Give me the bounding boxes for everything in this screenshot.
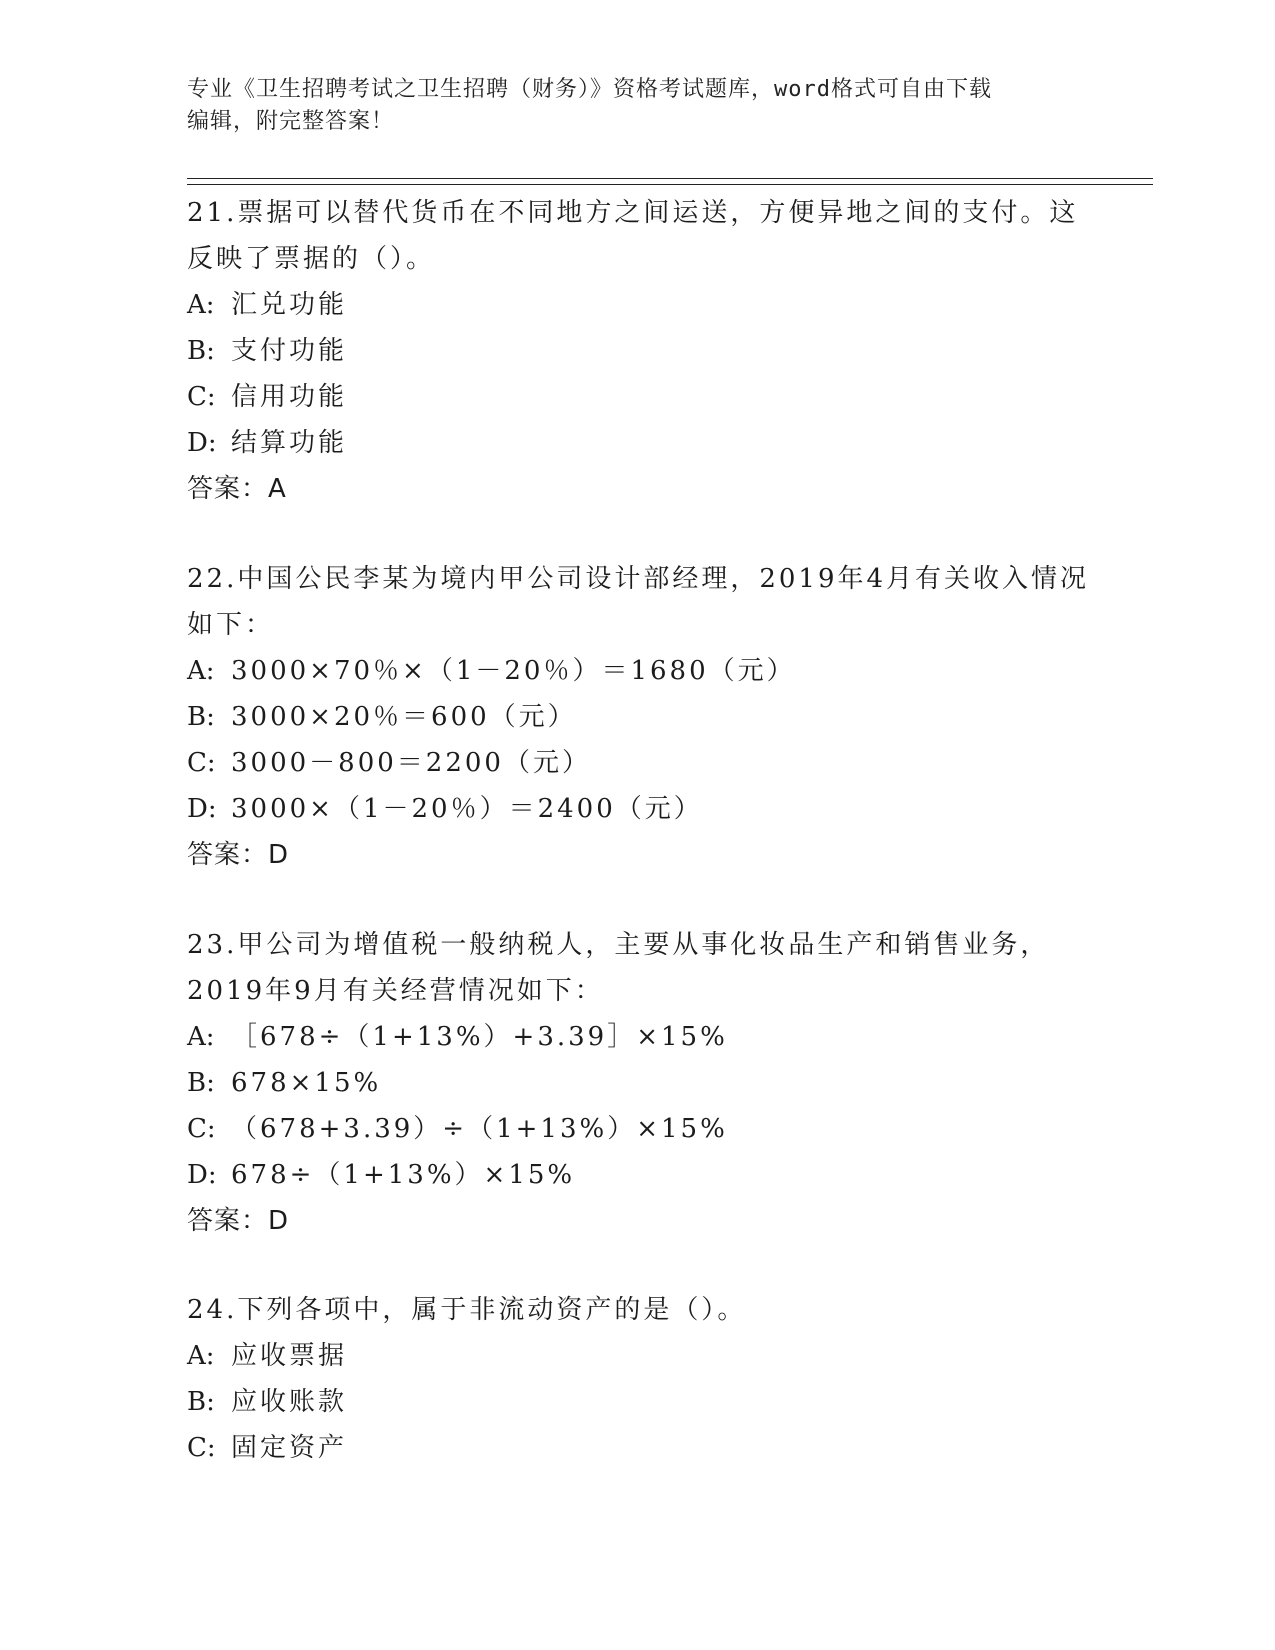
option-key: B:: [187, 1387, 215, 1417]
question-22: [187, 556, 1090, 878]
question-stem-line: 21.票据可以替代货币在不同地方之间运送，方便异地之间的支付。这: [187, 198, 1079, 228]
option-d: [187, 786, 1087, 832]
option-key: C:: [187, 748, 216, 778]
option-text: 3000－800＝2200（元）: [231, 748, 591, 778]
option-key: C:: [187, 1433, 216, 1463]
option-key: D:: [187, 794, 217, 824]
question-stem-line: 23.甲公司为增值税一般纳税人，主要从事化妆品生产和销售业务，: [187, 930, 1050, 960]
option-key: B:: [187, 336, 215, 366]
question-23: [187, 922, 1087, 1244]
question-24: [187, 1287, 1087, 1471]
option-b: [187, 1379, 1087, 1425]
option-text: 3000×70％×（1－20％）＝1680（元）: [231, 656, 796, 686]
header-line-2: 编辑，附完整答案！: [187, 109, 395, 134]
header-divider-top: [187, 178, 1153, 179]
option-text: 汇兑功能: [231, 290, 348, 320]
option-text: 应收账款: [231, 1387, 348, 1417]
option-key: D:: [187, 1160, 217, 1190]
option-d: [187, 1152, 1087, 1198]
header-divider-bottom: [187, 184, 1153, 185]
option-c: [187, 1106, 1087, 1152]
option-key: C:: [187, 382, 216, 412]
question-stem-line: 如下：: [187, 610, 275, 640]
option-text: （678+3.39）÷（1+13%）×15%: [231, 1114, 728, 1144]
option-text: 信用功能: [231, 382, 348, 412]
option-a: [187, 1014, 1087, 1060]
option-key: D:: [187, 428, 217, 458]
question-stem-line: 22.中国公民李某为境内甲公司设计部经理，2019年4月有关收入情况: [187, 564, 1090, 594]
answer-line: 答案：D: [187, 840, 290, 870]
option-c: [187, 740, 1087, 786]
option-key: A:: [187, 1022, 215, 1052]
option-key: C:: [187, 1114, 216, 1144]
option-c: [187, 1425, 1087, 1471]
option-text: 应收票据: [231, 1341, 348, 1371]
option-text: 结算功能: [231, 428, 348, 458]
option-a: [187, 648, 1087, 694]
question-stem-line: 反映了票据的（）。: [187, 244, 436, 274]
option-text: 678÷（1+13%）×15%: [231, 1160, 576, 1190]
option-key: B:: [187, 702, 215, 732]
option-key: A:: [187, 656, 215, 686]
option-key: A:: [187, 1341, 215, 1371]
option-text: 3000×（1－20％）＝2400（元）: [231, 794, 703, 824]
option-a: [187, 1333, 1087, 1379]
option-b: [187, 1060, 1087, 1106]
option-text: ［678÷（1+13%）+3.39］×15%: [231, 1022, 728, 1052]
option-b: [187, 328, 1087, 374]
document-header: [187, 74, 1087, 138]
question-stem-line: 24.下列各项中，属于非流动资产的是（）。: [187, 1295, 747, 1325]
option-a: [187, 282, 1087, 328]
option-text: 3000×20％＝600（元）: [231, 702, 577, 732]
option-text: 支付功能: [231, 336, 348, 366]
question-21: [187, 190, 1087, 512]
answer-line: 答案：D: [187, 1206, 290, 1236]
option-text: 678×15%: [231, 1068, 382, 1098]
question-stem-line: 2019年9月有关经营情况如下：: [187, 976, 604, 1006]
option-key: A:: [187, 290, 215, 320]
option-text: 固定资产: [231, 1433, 348, 1463]
answer-line: 答案：A: [187, 474, 287, 504]
option-c: [187, 374, 1087, 420]
option-key: B:: [187, 1068, 215, 1098]
header-line-1: 专业《卫生招聘考试之卫生招聘（财务）》资格考试题库，word格式可自由下载: [187, 77, 992, 102]
option-d: [187, 420, 1087, 466]
option-b: [187, 694, 1087, 740]
